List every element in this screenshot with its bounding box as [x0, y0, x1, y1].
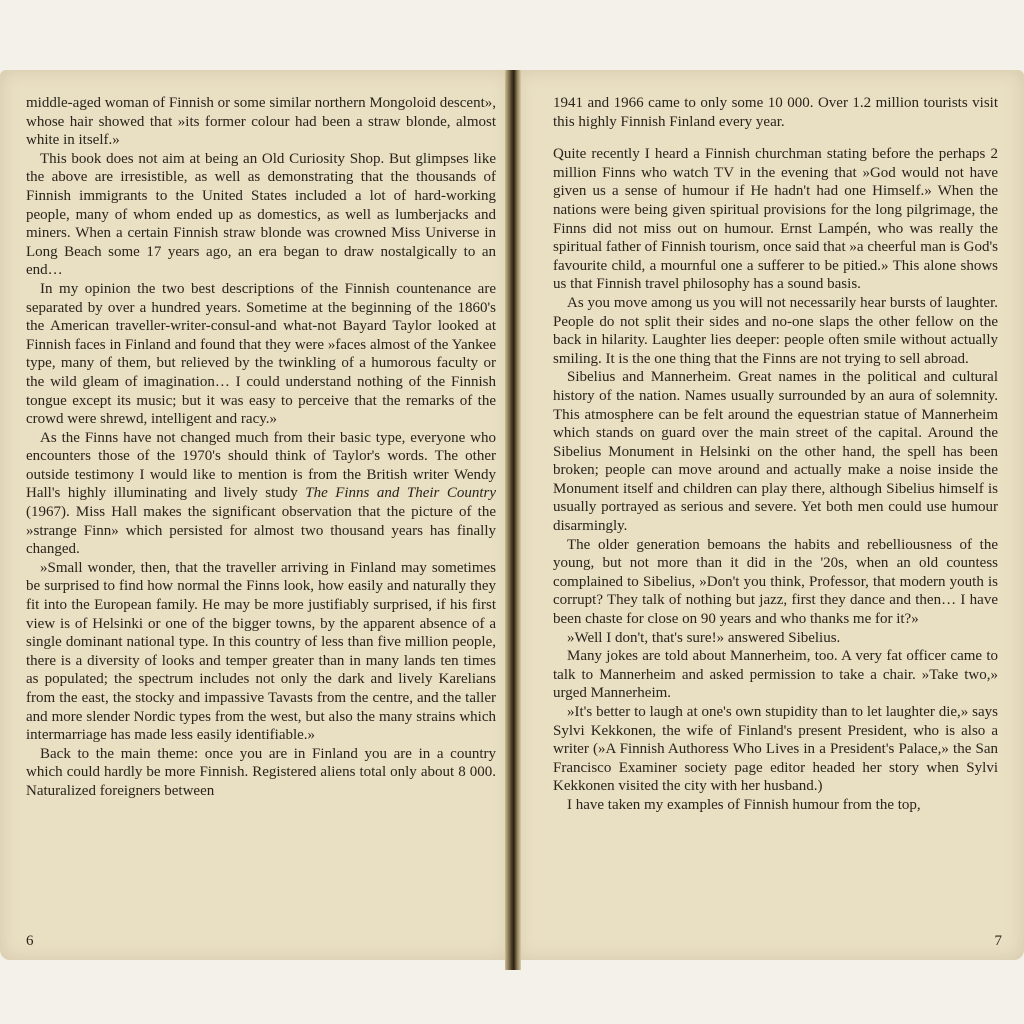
paragraph: »Well I don't, that's sure!» answered Sibelius. [567, 629, 841, 646]
paragraph-text: As the Finns have not changed much from their basic type, everyone who encounters those of the 1970's should think of Taylor's words. The other outside testimony I would like to mention is from the British writer Wendy Hall's highly illuminating and lively study [26, 429, 496, 502]
paragraph: As you move among us you will not necessarily hear bursts of laughter. People do not split their sides and no-one slaps the other fellow on the back in hilarity. Laughter lies deeper: people often smile without actually smiling. It is the one thing that the Finns are not trying to sell abroad. [553, 294, 998, 367]
paragraph: This book does not aim at being an Old Curiosity Shop. But glimpses like the above are irresistible, as well as demonstrating that the thousands of Finnish immigrants to the United States included a lot of hard-working people, many of whom ended up as domestics, as well as lumberjacks and miners. When a certain Finnish straw blonde was crowned Miss Universe in Long Beach some 17 years ago, an era began to draw nostalgically to an end… [26, 150, 496, 279]
left-page-text [26, 94, 496, 801]
paragraph: Back to the main theme: once you are in Finland you are in a country which could hardly be more Finnish. Registered aliens total only about 8 000. Naturalized foreigners between [26, 745, 496, 799]
right-page-text [553, 94, 998, 815]
paragraph: The older generation bemoans the habits and rebelliousness of the young, but not more than it did in the '20s, when an old countess complained to Sibelius, »Don't you think, Professor, that modern youth is corrupt? They talk of nothing but jazz, first they dance and then… I have been chaste for close on 90 years and who thanks me for it?» [553, 536, 998, 628]
paragraph: middle-aged woman of Finnish or some similar northern Mongoloid descent», whose hair showed that »its former colour had been a straw blonde, almost white in itself.» [26, 95, 496, 149]
paragraph: In my opinion the two best descriptions of the Finnish countenance are separated by over a hundred years. Sometime at the beginning of the 1860's the American traveller-writer-consul-and what-not Bayard Taylor looked at Finnish faces in Finland and found that they were »faces almost of the Yankee type, many of them, but relieved by the twinkling of a humorous faculty or the wild gleam of imagination… I could understand nothing of the Finnish tongue except its music; but it was easy to perceive that the remarks of the crowd were shrewd, intelligent and racy.» [26, 280, 496, 428]
page-number-right: 7 [994, 933, 1002, 949]
paragraph: Many jokes are told about Mannerheim, too. A very fat officer came to talk to Mannerheim and asked permission to take a chair. »Take two,» urged Mannerheim. [553, 648, 998, 702]
paragraph-text: (1967). Miss Hall makes the significant observation that the picture of the »strange Finn» which persisted for almost two thousand years has finally changed. [26, 504, 496, 558]
paragraph: Sibelius and Mannerheim. Great names in the political and cultural history of the nation. Names usually surrounded by an aura of solemnity. This atmosphere can be felt around the equestrian statue of Mannerheim which stands on guard over the main street of the capital. Around the Sibelius Monument in Helsinki on the other hand, the spell has been broken; people can move around and actually make a noise inside the Monument itself and children can play there, although Sibelius himself is usually portrayed as serious and severe. Yet both men could use humour disarmingly. [553, 369, 998, 535]
paragraph-with-title [26, 429, 496, 559]
book-gutter [505, 70, 521, 970]
page-number-left: 6 [26, 933, 34, 949]
paragraph: »It's better to laugh at one's own stupidity than to let laughter die,» says Sylvi Kekkonen, the wife of Finland's present President, who is also a writer (»A Finnish Authoress Who Lives in a President's Palace,» the San Francisco Examiner society page editor headed her story when Sylvi Kekkonen visited the city with her husband.) [553, 704, 998, 795]
paragraph: 1941 and 1966 came to only some 10 000. Over 1.2 million tourists visit this highly Finnish Finland every year. [553, 95, 998, 130]
paragraph: »Small wonder, then, that the traveller arriving in Finland may sometimes be surprised to find how normal the Finns look, how easily and naturally they fit into the European family. He may be more justifiably surprised, if his first view is of Helsinki or one of the bigger towns, by the apparent absence of a single dominant national type. In this country of less than five million people, there is a diversity of looks and temper greater than in many lands ten times as populated; the spectrum includes not only the dark and lively Karelians from the east, the stocky and impassive Tavasts from the centre, and the taller and more slender Nordic types from the west, but also the many strains which intermarriage has made less easily identifiable.» [26, 559, 496, 744]
paragraph: I have taken my examples of Finnish humour from the top, [567, 796, 921, 813]
book-spread [0, 70, 1024, 970]
paragraph: Quite recently I heard a Finnish churchman stating before the perhaps 2 million Finns who watch TV in the evening that »God would not have given us a sense of humour if He hadn't had one Himself.» When the nations were being given spiritual provisions for the long pilgrimage, the Finns did not miss out on humour. Ernst Lampén, who was really the spiritual father of Finnish tourism, once said that »a cheerful man is God's favourite child, a mournful one a sufferer to be pitied.» This alone shows us that Finnish travel philosophy has a sound basis. [553, 146, 998, 293]
book-title: The Finns and Their Country [305, 485, 497, 502]
